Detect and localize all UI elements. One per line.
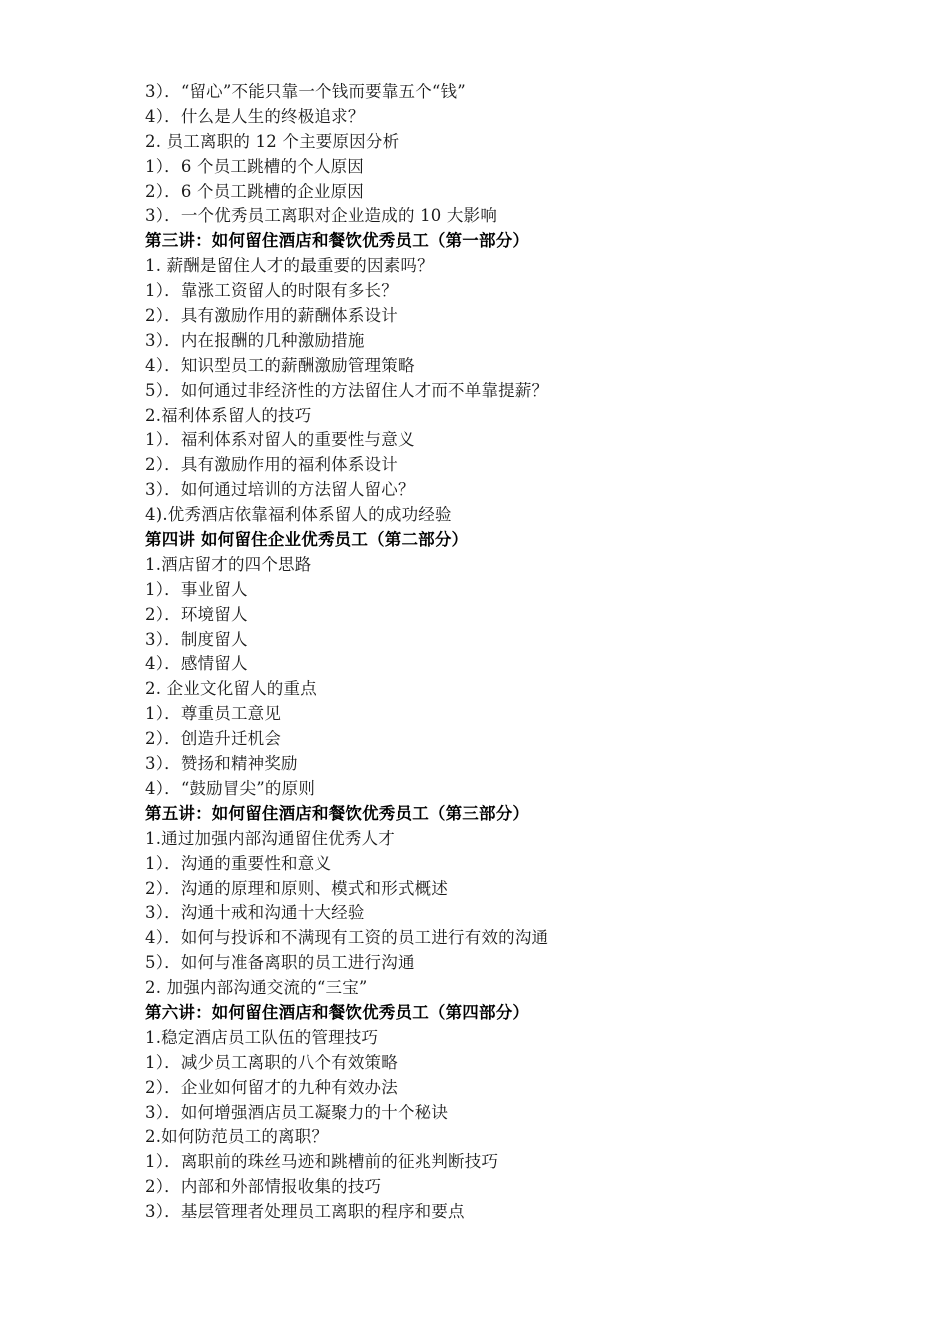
outline-item: 2）．沟通的原理和原则、模式和形式概述 (145, 878, 449, 898)
outline-item: 4）．“鼓励冒尖”的原则 (145, 778, 316, 798)
outline-item: 4).优秀酒店依靠福利体系留人的成功经验 (145, 505, 452, 525)
outline-item: 3）．一个优秀员工离职对企业造成的 10 大影响 (145, 206, 498, 226)
outline-item: 4）．什么是人生的终极追求？ (145, 106, 365, 126)
outline-item: 5）．如何通过非经济性的方法留住人才而不单靠提薪？ (145, 380, 549, 400)
outline-item: 3）．赞扬和精神奖励 (145, 754, 298, 774)
outline-item: 3）．如何增强酒店员工凝聚力的十个秘诀 (145, 1102, 449, 1122)
outline-item: 1.酒店留才的四个思路 (145, 554, 312, 574)
outline-item: 2）．6 个员工跳槽的企业原因 (145, 181, 364, 201)
outline-item: 2. 企业文化留人的重点 (145, 679, 317, 699)
outline-item: 3）．内在报酬的几种激励措施 (145, 330, 365, 350)
outline-item: 4）．知识型员工的薪酬激励管理策略 (145, 355, 415, 375)
section-heading: 第四讲 如何留住企业优秀员工（第二部分） (145, 530, 469, 550)
outline-item: 1.稳定酒店员工队伍的管理技巧 (145, 1027, 379, 1047)
outline-item: 4）．如何与投诉和不满现有工资的员工进行有效的沟通 (145, 928, 549, 948)
section-heading: 第六讲：如何留住酒店和餐饮优秀员工（第四部分） (145, 1002, 530, 1022)
outline-item: 2. 员工离职的 12 个主要原因分析 (145, 131, 400, 151)
section-heading: 第五讲：如何留住酒店和餐饮优秀员工（第三部分） (145, 803, 530, 823)
outline-item: 1）．靠涨工资留人的时限有多长？ (145, 281, 398, 301)
outline-item: 2）．内部和外部情报收集的技巧 (145, 1177, 382, 1197)
outline-item: 2. 加强内部沟通交流的“三宝” (145, 978, 368, 998)
outline-item: 3）．“留心”不能只靠一个钱而要靠五个“钱” (145, 82, 466, 101)
outline-item: 1. 薪酬是留住人才的最重要的因素吗？ (145, 256, 434, 276)
outline-item: 2.福利体系留人的技巧 (145, 405, 312, 425)
outline-item: 1）．事业留人 (145, 579, 248, 599)
outline-item: 4）．感情留人 (145, 654, 248, 674)
outline-item: 2）．具有激励作用的福利体系设计 (145, 455, 398, 475)
outline-item: 2）．企业如何留才的九种有效办法 (145, 1077, 398, 1097)
section-heading: 第三讲：如何留住酒店和餐饮优秀员工（第一部分） (145, 231, 530, 251)
outline-item: 3）．沟通十戒和沟通十大经验 (145, 903, 365, 923)
outline-item: 1）．尊重员工意见 (145, 704, 282, 724)
outline-item: 1）．离职前的珠丝马迹和跳槽前的征兆判断技巧 (145, 1152, 499, 1172)
outline-item: 1）．6 个员工跳槽的个人原因 (145, 156, 364, 176)
outline-item: 2）．环境留人 (145, 604, 248, 624)
outline-item: 1）．福利体系对留人的重要性与意义 (145, 430, 415, 450)
outline-item: 1）．减少员工离职的八个有效策略 (145, 1052, 398, 1072)
document-page (145, 80, 905, 1225)
outline-item: 3）．基层管理者处理员工离职的程序和要点 (145, 1202, 465, 1222)
outline-item: 5）．如何与准备离职的员工进行沟通 (145, 953, 415, 973)
outline-item: 1.通过加强内部沟通留住优秀人才 (145, 828, 395, 848)
outline-item: 2）．具有激励作用的薪酬体系设计 (145, 306, 398, 326)
outline-item: 2）．创造升迁机会 (145, 729, 282, 749)
outline-item: 3）．制度留人 (145, 629, 248, 649)
outline-item: 1）．沟通的重要性和意义 (145, 853, 332, 873)
outline-item: 2.如何防范员工的离职？ (145, 1127, 329, 1147)
outline-item: 3）．如何通过培训的方法留人留心？ (145, 480, 415, 500)
